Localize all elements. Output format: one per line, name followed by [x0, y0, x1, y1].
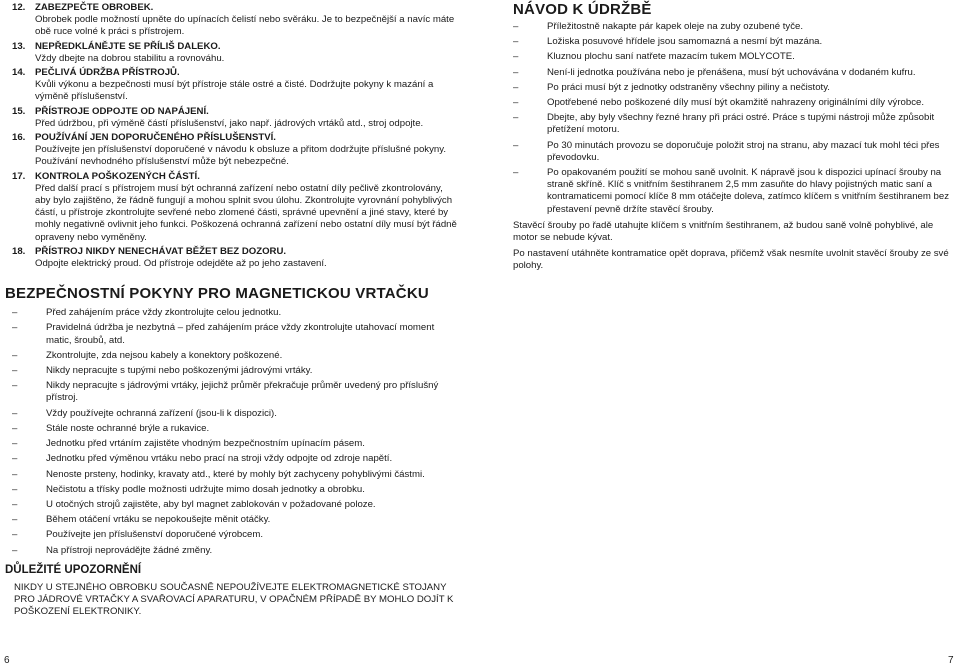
safety-item-text: Pravidelná údržba je nezbytná – před zahájením práce vždy zkontrolujte utahovací moment matic, šroubů, atd. — [46, 322, 435, 346]
safety-title: BEZPEČNOSTNÍ POKYNY PRO MAGNETICKOU VRTAČKU — [5, 285, 429, 303]
safety-item — [12, 499, 457, 511]
dash-bullet: – — [12, 438, 18, 450]
rule-13 — [12, 41, 457, 65]
safety-item — [12, 514, 457, 526]
maintenance-item — [513, 21, 960, 33]
safety-item — [12, 365, 457, 377]
safety-item — [12, 545, 457, 557]
safety-item — [12, 453, 457, 465]
maintenance-title: NÁVOD K ÚDRŽBĚ — [513, 1, 652, 18]
maintenance-item — [513, 97, 960, 109]
dash-bullet: – — [513, 167, 519, 179]
warning-title: DŮLEŽITÉ UPOZORNĚNÍ — [5, 563, 142, 576]
rule-heading: PEČLIVÁ ÚDRŽBA PŘÍSTROJŮ. — [35, 67, 180, 79]
page-number-right: 7 — [948, 655, 954, 666]
maintenance-item-text: Není-li jednotka používána nebo je přenášena, musí být uchovávána v dodaném kufru. — [547, 66, 916, 78]
dash-bullet: – — [12, 483, 18, 495]
dash-bullet: – — [513, 97, 519, 109]
dash-bullet: – — [513, 36, 519, 48]
dash-bullet: – — [513, 66, 519, 78]
rule-number: 16. — [12, 132, 26, 144]
maintenance-item-text: Příležitostně nakapte pár kapek oleje na zuby ozubené tyče. — [547, 21, 803, 32]
safety-list — [12, 307, 457, 556]
rule-body: Odpojte elektrický proud. Od přístroje odejděte až po jeho zastavení. — [35, 258, 327, 270]
dash-bullet: – — [513, 51, 519, 63]
rule-14 — [12, 67, 457, 104]
dash-bullet: – — [12, 307, 18, 319]
rule-body: Obrobek podle možností upněte do upínacích čelistí nebo svěráku. Je to bezpečnější a navíc máte obě ruce volné k práci s přístrojem. — [35, 14, 455, 38]
maintenance-item-text: Dbejte, aby byly všechny řezné hrany při práci ostré. Práce s tupými nástroji může způsobit přetížení motoru. — [547, 112, 935, 136]
safety-item-text: Stále noste ochranné brýle a rukavice. — [46, 422, 210, 434]
page-number-left: 6 — [4, 655, 10, 666]
safety-item — [12, 322, 457, 346]
safety-item-text: Nikdy nepracujte s jádrovými vrtáky, jejichž průměr překračuje průměr uvedený pro příslušný přístroj. — [46, 380, 439, 404]
rule-number: 12. — [12, 2, 26, 13]
maintenance-item — [513, 112, 960, 136]
maintenance-item-text: Ložiska posuvové hřídele jsou samomazná a nesmí být mazána. — [547, 36, 823, 48]
rule-number: 17. — [12, 170, 26, 182]
maintenance-item — [513, 82, 960, 94]
rule-number: 13. — [12, 40, 26, 52]
dash-bullet: – — [12, 380, 18, 392]
maintenance-item-text: Po 30 minutách provozu se doporučuje položit stroj na stranu, aby mazací tuk mohl téci přes převodovku. — [547, 139, 940, 163]
safety-item-text: Nenoste prsteny, hodinky, kravaty atd., které by mohly být zachyceny pohyblivými částmi. — [46, 468, 425, 480]
rule-body: Vždy dbejte na dobrou stabilitu a rovnováhu. — [35, 52, 225, 64]
maintenance-paragraph: Po nastavení utáhněte kontramatice opět doprava, přičemž však nesmíte uvolnit stavěcí šrouby ze své polohy. — [513, 248, 949, 272]
rule-12 — [12, 2, 457, 39]
maintenance-item — [513, 36, 960, 48]
safety-item-text: Jednotku před výměnou vrtáku nebo prací na stroji vždy odpojte od zdroje napětí. — [46, 453, 393, 465]
maintenance-item-text: Opotřebené nebo poškozené díly musí být okamžitě nahrazeny originálními díly výrobce. — [547, 97, 925, 109]
dash-bullet: – — [12, 529, 18, 541]
rule-heading: PŘÍSTROJ NIKDY NENECHÁVAT BĚŽET BEZ DOZORU. — [35, 245, 287, 257]
dash-bullet: – — [12, 514, 18, 526]
dash-bullet: – — [12, 407, 18, 419]
safety-item — [12, 423, 457, 435]
rule-body: Před další prací s přístrojem musí být ochranná zařízení nebo ostatní díly pečlivě zkontrolovány, aby bylo zajištěno, že řádně fungují a mohou splnit svou úlohu. Zkontrolujte vyrovnání pohyblivých částí, u přístroje zkontrolujte sevřené nebo zlomené části, správné upevnění a jiné stavy, které by mohly negativně ovlivnit jeho funkci. Poškozená ochranná zařízení nebo ostatní díly musí být řádně opraveny nebo vyměněny. — [35, 182, 457, 243]
dash-bullet: – — [12, 322, 18, 334]
rule-heading: ZABEZPEČTE OBROBEK. — [35, 2, 154, 13]
dash-bullet: – — [12, 544, 18, 556]
safety-item-text: U otočných strojů zajistěte, aby byl magnet zablokován v požadované poloze. — [46, 498, 376, 510]
left-column — [5, 0, 457, 618]
safety-item-text: Vždy používejte ochranná zařízení (jsou-li k dispozici). — [46, 407, 277, 419]
safety-item — [12, 380, 457, 404]
maintenance-item-text: Kluznou plochu saní natřete mazacím tukem MOLYCOTE. — [547, 51, 795, 63]
safety-item-text: Nečistotu a třísky podle možnosti udržujte mimo dosah jednotky a obrobku. — [46, 483, 365, 495]
rule-18 — [12, 246, 457, 270]
rule-heading: KONTROLA POŠKOZENÝCH ČÁSTÍ. — [35, 170, 200, 182]
dash-bullet: – — [12, 349, 18, 361]
rule-body: Před údržbou, při výměně částí příslušenství, jako např. jádrových vrtáků atd., stroj odpojte. — [35, 117, 424, 129]
safety-item — [12, 307, 457, 319]
safety-item — [12, 469, 457, 481]
rule-number: 14. — [12, 67, 26, 79]
maintenance-list — [513, 21, 960, 216]
dash-bullet: – — [513, 139, 519, 151]
safety-item-text: Nikdy nepracujte s tupými nebo poškozenými jádrovými vrtáky. — [46, 365, 313, 377]
maintenance-item — [513, 140, 960, 164]
safety-item — [12, 529, 457, 541]
rule-heading: NEPŘEDKLÁNĚJTE SE PŘÍLIŠ DALEKO. — [35, 40, 221, 52]
rule-body: Používejte jen příslušenství doporučené v návodu k obsluze a přitom dodržujte příslušné pokyny. Používání nevhodného příslušenství může být nebezpečné. — [35, 144, 446, 168]
safety-item-text: Zkontrolujte, zda nejsou kabely a konektory poškozené. — [46, 349, 283, 361]
safety-item — [12, 484, 457, 496]
rule-heading: POUŽÍVÁNÍ JEN DOPORUČENÉHO PŘÍSLUŠENSTVÍ. — [35, 132, 276, 144]
dash-bullet: – — [513, 112, 519, 124]
rule-15 — [12, 106, 457, 130]
maintenance-item — [513, 51, 960, 63]
right-column — [513, 0, 960, 273]
maintenance-item-text: Po opakovaném použití se mohou saně uvolnit. K nápravě jsou k dispozici upínací šrouby na straně skříně. Klíč s vnitřním šestihranem 2,5 mm zasuňte do hlavy pojistných matic saní a kontramaticemi pomocí klíče 8 mm otáčejte doleva, zatímco klíčem s vnitřním šestihranem bez přestavení pevně držíte stavěcí šrouby. — [547, 167, 950, 215]
rule-16 — [12, 132, 457, 169]
dash-bullet: – — [513, 21, 519, 32]
numbered-rules — [12, 2, 457, 270]
dash-bullet: – — [12, 365, 18, 377]
rule-body: Kvůli výkonu a bezpečnosti musí být přístroje stále ostré a čisté. Dodržujte pokyny k mazání a výměně příslušenství. — [35, 79, 434, 103]
maintenance-paragraph: Stavěcí šrouby po řadě utahujte klíčem s vnitřním šestihranem, až budou saně volně pohyblivé, ale motor se nebude kývat. — [513, 219, 934, 244]
safety-item-text: Během otáčení vrtáku se nepokoušejte měnit otáčky. — [46, 514, 271, 526]
safety-item — [12, 438, 457, 450]
safety-item-text: Před zahájením práce vždy zkontrolujte celou jednotku. — [46, 307, 282, 319]
safety-item-text: Na přístroji neprovádějte žádné změny. — [46, 544, 213, 556]
maintenance-item — [513, 67, 960, 79]
dash-bullet: – — [12, 422, 18, 434]
dash-bullet: – — [12, 453, 18, 465]
rule-number: 15. — [12, 105, 26, 117]
maintenance-item-text: Po práci musí být z jednotky odstraněny všechny piliny a nečistoty. — [547, 81, 830, 93]
dash-bullet: – — [12, 498, 18, 510]
warning-text: NIKDY U STEJNÉHO OBROBKU SOUČASNĚ NEPOUŽÍVEJTE ELEKTROMAGNETICKÉ STOJANY PRO JÁDROVÉ VRTAČKY A SVAŘOVACÍ APARATURU, V OPAČNÉM PŘÍPADĚ BY MOHLO DOJÍT K POŠKOZENÍ ELEKTRONIKY. — [14, 581, 454, 618]
dash-bullet: – — [513, 81, 519, 93]
safety-item — [12, 408, 457, 420]
safety-item — [12, 350, 457, 362]
dash-bullet: – — [12, 468, 18, 480]
rule-heading: PŘÍSTROJE ODPOJTE OD NAPÁJENÍ. — [35, 105, 209, 117]
maintenance-item — [513, 167, 960, 216]
safety-item-text: Používejte jen příslušenství doporučené výrobcem. — [46, 529, 264, 541]
rule-17 — [12, 171, 457, 244]
rule-number: 18. — [12, 245, 26, 257]
safety-item-text: Jednotku před vrtáním zajistěte vhodným bezpečnostním upínacím pásem. — [46, 438, 365, 450]
